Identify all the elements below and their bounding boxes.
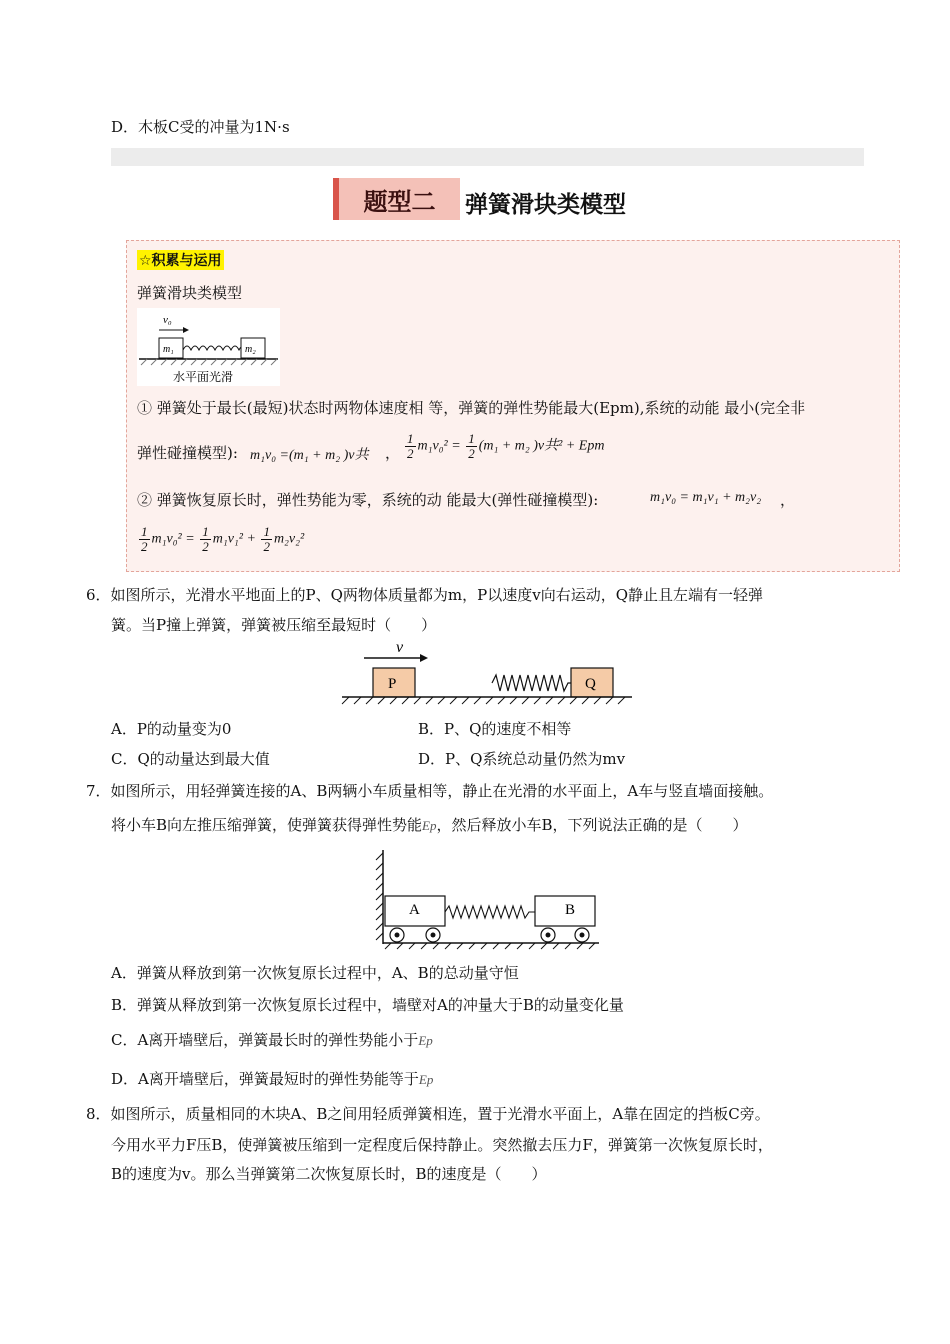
q6-option-a[interactable]: A．P的动量变为0 — [111, 720, 232, 738]
q6-option-d[interactable]: D．P、Q系统总动量仍然为mv — [418, 750, 626, 768]
knowledge-point1-b: 弹性碰撞模型): — [137, 444, 238, 462]
ep-symbol: Ep — [418, 1033, 433, 1048]
section-tag: 题型二 — [333, 178, 460, 220]
q7-ground-hatch — [385, 943, 595, 949]
equation-momentum-2: m₁v₀ = m₁v₁ + m₂v₂ — [650, 490, 762, 505]
knowledge-subtitle: 弹簧滑块类模型 — [137, 284, 243, 302]
q7-line1: 7．如图所示，用轻弹簧连接的A、B两辆小车质量相等，静止在光滑的水平面上，A车与竖直墙面接触。 — [86, 782, 774, 800]
q6-ground-hatch — [342, 697, 625, 704]
section-title: 弹簧滑块类模型 — [465, 192, 626, 218]
equation-momentum-1: m₁v₀ =(m₁ + m₂ )v共 — [250, 448, 369, 463]
q8-line3: B的速度为v。那么当弹簧第二次恢复原长时，B的速度是（ ） — [111, 1165, 547, 1183]
fig-v0-label: v₀ — [163, 314, 172, 326]
fig-m1-label: m₁ — [163, 344, 174, 355]
q7-b-label: B — [565, 902, 576, 918]
fraction-half: $\frac{1}{2}$ — [407, 431, 414, 461]
q8-line2: 今用水平力F压B，使弹簧被压缩到一定程度后保持静止。突然撤去压力F，弹簧第一次恢复原长时， — [111, 1136, 773, 1154]
q7-option-a[interactable]: A．弹簧从释放到第一次恢复原长过程中，A、B的总动量守恒 — [111, 964, 519, 982]
q6-p-label: P — [388, 676, 397, 692]
q6-option-b[interactable]: B．P、Q的速度不相等 — [418, 720, 572, 738]
q7-figure — [375, 846, 601, 950]
equation-energy-2: $\frac{1}{2}$ m₁v₀² = $\frac{1}{2}$ m₁v₁² + $\frac{1}{2}$ m₂v₂² — [141, 524, 305, 554]
q6-option-c[interactable]: C．Q的动量达到最大值 — [111, 750, 270, 768]
q7-option-c[interactable]: C．A离开墙壁后，弹簧最长时的弹性势能小于Ep — [111, 1031, 433, 1049]
q7-spring — [445, 906, 535, 918]
equation-separator: ， — [385, 444, 401, 462]
knowledge-tag: ☆积累与运用 — [137, 250, 224, 270]
prev-option-d: D．木板C受的冲量为1N·s — [111, 118, 290, 136]
q6-v-label: v — [396, 639, 404, 656]
q6-line2: 簧。当P撞上弹簧，弹簧被压缩至最短时（ ） — [111, 616, 437, 634]
fig-caption: 水平面光滑 — [173, 370, 234, 384]
q6-q-label: Q — [585, 676, 596, 692]
equation-comma: ， — [780, 491, 796, 509]
fraction-half: $\frac{1}{2}$ — [468, 431, 475, 461]
q7-wall-hatch — [376, 853, 383, 940]
spring-slider-figure — [137, 308, 280, 386]
knowledge-point2: ② 弹簧恢复原长时，弹性势能为零，系统的动 能最大(弹性碰撞模型): — [137, 491, 599, 509]
q6-line1: 6．如图所示，光滑水平地面上的P、Q两物体质量都为m，P以速度v向右运动，Q静止且左端有一轻弹 — [86, 586, 764, 604]
section-divider — [111, 148, 864, 166]
q7-line2: 将小车B向左推压缩弹簧，使弹簧获得弹性势能Ep，然后释放小车B，下列说法正确的是（ ） — [111, 816, 748, 834]
q7-a-label: A — [409, 902, 420, 918]
q6-figure — [338, 636, 634, 708]
ep-symbol: Ep — [422, 818, 437, 833]
q6-spring — [492, 675, 571, 691]
equation-energy-1: $\frac{1}{2}$ m₁v₀² = $\frac{1}{2}$ (m₁ + m₂ )v共² + Epm — [407, 431, 605, 461]
q7-option-b[interactable]: B．弹簧从释放到第一次恢复原长过程中，墙壁对A的冲量大于B的动量变化量 — [111, 996, 624, 1014]
fig-m2-label: m₂ — [245, 344, 256, 355]
knowledge-point1-a: ① 弹簧处于最长(最短)状态时两物体速度相 等，弹簧的弹性势能最大(Epm),系统的动能 最小(完全非 — [137, 399, 806, 417]
q7-option-d[interactable]: D．A离开墙壁后，弹簧最短时的弹性势能等于Ep — [111, 1070, 434, 1088]
q8-line1: 8．如图所示，质量相同的木块A、B之间用轻质弹簧相连，置于光滑水平面上，A靠在固定的挡板C旁。 — [86, 1105, 770, 1123]
ep-symbol: Ep — [418, 1072, 434, 1087]
q6-v-arrowhead — [420, 654, 428, 662]
